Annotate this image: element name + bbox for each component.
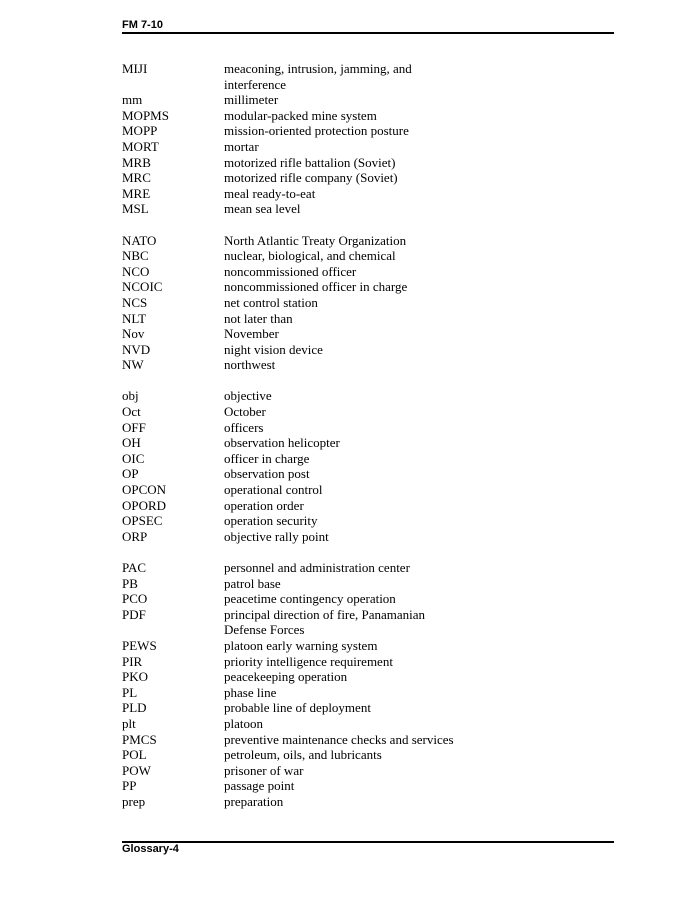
glossary-term: PCO	[122, 591, 148, 607]
glossary-term: PP	[122, 778, 137, 794]
glossary-definition: millimeter	[224, 92, 279, 108]
glossary-entry	[122, 435, 612, 451]
glossary-entry	[122, 685, 612, 701]
glossary-definition: October	[224, 404, 266, 420]
glossary-entry	[122, 248, 612, 264]
glossary-entry	[122, 326, 612, 342]
glossary-entry	[122, 388, 612, 404]
glossary-entry	[122, 61, 612, 92]
glossary-entry	[122, 747, 612, 763]
header-rule	[122, 32, 614, 34]
glossary-entry	[122, 233, 612, 249]
glossary-entry	[122, 404, 612, 420]
glossary-entry	[122, 513, 612, 529]
glossary-term: OPORD	[122, 497, 167, 513]
glossary-entry	[122, 466, 612, 482]
glossary-term: MSL	[122, 201, 149, 217]
glossary-term: OH	[122, 435, 141, 451]
glossary-definition: mission-oriented protection posture	[224, 123, 409, 139]
glossary-entry	[122, 92, 612, 108]
footer-rule	[122, 841, 614, 843]
glossary-term: NCOIC	[122, 279, 163, 295]
glossary-entry	[122, 201, 612, 217]
glossary-definition: patrol base	[224, 575, 281, 591]
glossary-entry	[122, 638, 612, 654]
glossary-definition: noncommissioned officer	[224, 263, 357, 279]
glossary-list	[122, 61, 612, 825]
glossary-term: NBC	[122, 248, 149, 264]
glossary-entry	[122, 357, 612, 373]
glossary-entry	[122, 732, 612, 748]
glossary-definition: motorized rifle company (Soviet)	[224, 170, 398, 186]
glossary-definition: northwest	[224, 357, 276, 373]
glossary-entry	[122, 279, 612, 295]
glossary-definition: modular-packed mine system	[224, 107, 377, 123]
glossary-definition: observation post	[224, 466, 310, 482]
glossary-definition: platoon early warning system	[224, 637, 378, 653]
glossary-term: PL	[122, 684, 138, 700]
glossary-definition: objective	[224, 388, 272, 404]
glossary-term: MIJI	[122, 61, 148, 76]
glossary-definition: personnel and administration center	[224, 560, 410, 575]
glossary-definition: phase line	[224, 684, 277, 700]
glossary-term: NVD	[122, 341, 151, 357]
glossary-term: Oct	[122, 404, 141, 420]
glossary-term: POW	[122, 762, 151, 778]
glossary-term: OP	[122, 466, 139, 482]
glossary-entry	[122, 170, 612, 186]
glossary-entry	[122, 669, 612, 685]
glossary-entry	[122, 763, 612, 779]
glossary-definition: passage point	[224, 778, 295, 794]
glossary-term: NLT	[122, 310, 147, 326]
glossary-definition: nuclear, biological, and chemical	[224, 248, 396, 264]
glossary-definition: mortar	[224, 138, 259, 154]
glossary-term: PMCS	[122, 731, 157, 747]
glossary-definition: not later than	[224, 310, 293, 326]
glossary-definition: operation order	[224, 497, 304, 513]
glossary-term: mm	[122, 92, 143, 108]
glossary-definition: noncommissioned officer in charge	[224, 279, 408, 295]
glossary-section	[122, 388, 612, 544]
glossary-term: MRC	[122, 170, 151, 186]
glossary-term: NW	[122, 357, 144, 373]
glossary-definition: night vision device	[224, 341, 323, 357]
glossary-definition: platoon	[224, 715, 263, 731]
glossary-definition: preventive maintenance checks and services	[224, 731, 454, 747]
glossary-definition: probable line of deployment	[224, 700, 371, 716]
page-header: FM 7-10	[122, 19, 163, 31]
glossary-term: PIR	[122, 653, 143, 669]
glossary-entry	[122, 295, 612, 311]
glossary-entry	[122, 139, 612, 155]
glossary-definition: petroleum, oils, and lubricants	[224, 747, 382, 763]
glossary-term: OPCON	[122, 482, 167, 498]
glossary-entry	[122, 311, 612, 327]
glossary-section	[122, 61, 612, 217]
glossary-term: PAC	[122, 560, 147, 575]
glossary-definition: peacetime contingency operation	[224, 591, 396, 607]
glossary-definition: officer in charge	[224, 450, 310, 466]
glossary-term: MRE	[122, 185, 151, 201]
glossary-definition: operation security	[224, 513, 318, 529]
glossary-definition: prisoner of war	[224, 762, 304, 778]
glossary-entry	[122, 529, 612, 545]
glossary-definition: meal ready-to-eat	[224, 185, 316, 201]
glossary-term: MORT	[122, 138, 159, 154]
glossary-term: NCS	[122, 294, 148, 310]
glossary-term: MOPP	[122, 123, 158, 139]
glossary-entry	[122, 716, 612, 732]
glossary-entry	[122, 700, 612, 716]
glossary-entry	[122, 108, 612, 124]
glossary-entry	[122, 607, 612, 638]
glossary-definition: priority intelligence requirement	[224, 653, 393, 669]
page-footer: Glossary-4	[122, 843, 179, 855]
glossary-entry	[122, 560, 612, 576]
glossary-term: obj	[122, 388, 139, 404]
glossary-entry	[122, 342, 612, 358]
glossary-entry	[122, 451, 612, 467]
glossary-entry	[122, 123, 612, 139]
glossary-term: OPSEC	[122, 513, 163, 529]
glossary-term: PDF	[122, 606, 146, 622]
glossary-entry	[122, 576, 612, 592]
glossary-definition: meaconing, intrusion, jamming, and interference	[224, 61, 412, 92]
glossary-term: PKO	[122, 669, 149, 685]
glossary-entry	[122, 778, 612, 794]
glossary-term: NCO	[122, 263, 150, 279]
glossary-entry	[122, 186, 612, 202]
glossary-term: MOPMS	[122, 107, 169, 123]
glossary-definition: peacekeeping operation	[224, 669, 348, 685]
glossary-definition: mean sea level	[224, 201, 301, 217]
glossary-definition: preparation	[224, 793, 284, 809]
glossary-definition: North Atlantic Treaty Organization	[224, 232, 407, 248]
glossary-entry	[122, 482, 612, 498]
glossary-definition: November	[224, 326, 279, 342]
glossary-term: PB	[122, 575, 138, 591]
glossary-definition: observation helicopter	[224, 435, 340, 451]
glossary-term: plt	[122, 715, 136, 731]
glossary-entry	[122, 591, 612, 607]
glossary-term: OIC	[122, 450, 145, 466]
glossary-term: prep	[122, 793, 146, 809]
glossary-term: ORP	[122, 528, 148, 544]
glossary-section	[122, 233, 612, 373]
glossary-entry	[122, 794, 612, 810]
glossary-entry	[122, 155, 612, 171]
glossary-term: Nov	[122, 326, 145, 342]
glossary-term: OFF	[122, 419, 146, 435]
glossary-term: NATO	[122, 232, 157, 248]
glossary-definition: motorized rifle battalion (Soviet)	[224, 154, 396, 170]
glossary-entry	[122, 654, 612, 670]
glossary-definition: objective rally point	[224, 528, 329, 544]
glossary-definition: net control station	[224, 294, 318, 310]
glossary-entry	[122, 264, 612, 280]
glossary-definition: principal direction of fire, Panamanian Defense Forces	[224, 606, 426, 638]
glossary-entry	[122, 498, 612, 514]
glossary-definition: operational control	[224, 482, 323, 498]
glossary-section	[122, 560, 612, 810]
glossary-term: PLD	[122, 700, 147, 716]
glossary-term: PEWS	[122, 637, 157, 653]
glossary-term: POL	[122, 747, 147, 763]
glossary-term: MRB	[122, 154, 151, 170]
glossary-definition: officers	[224, 419, 264, 435]
glossary-entry	[122, 420, 612, 436]
